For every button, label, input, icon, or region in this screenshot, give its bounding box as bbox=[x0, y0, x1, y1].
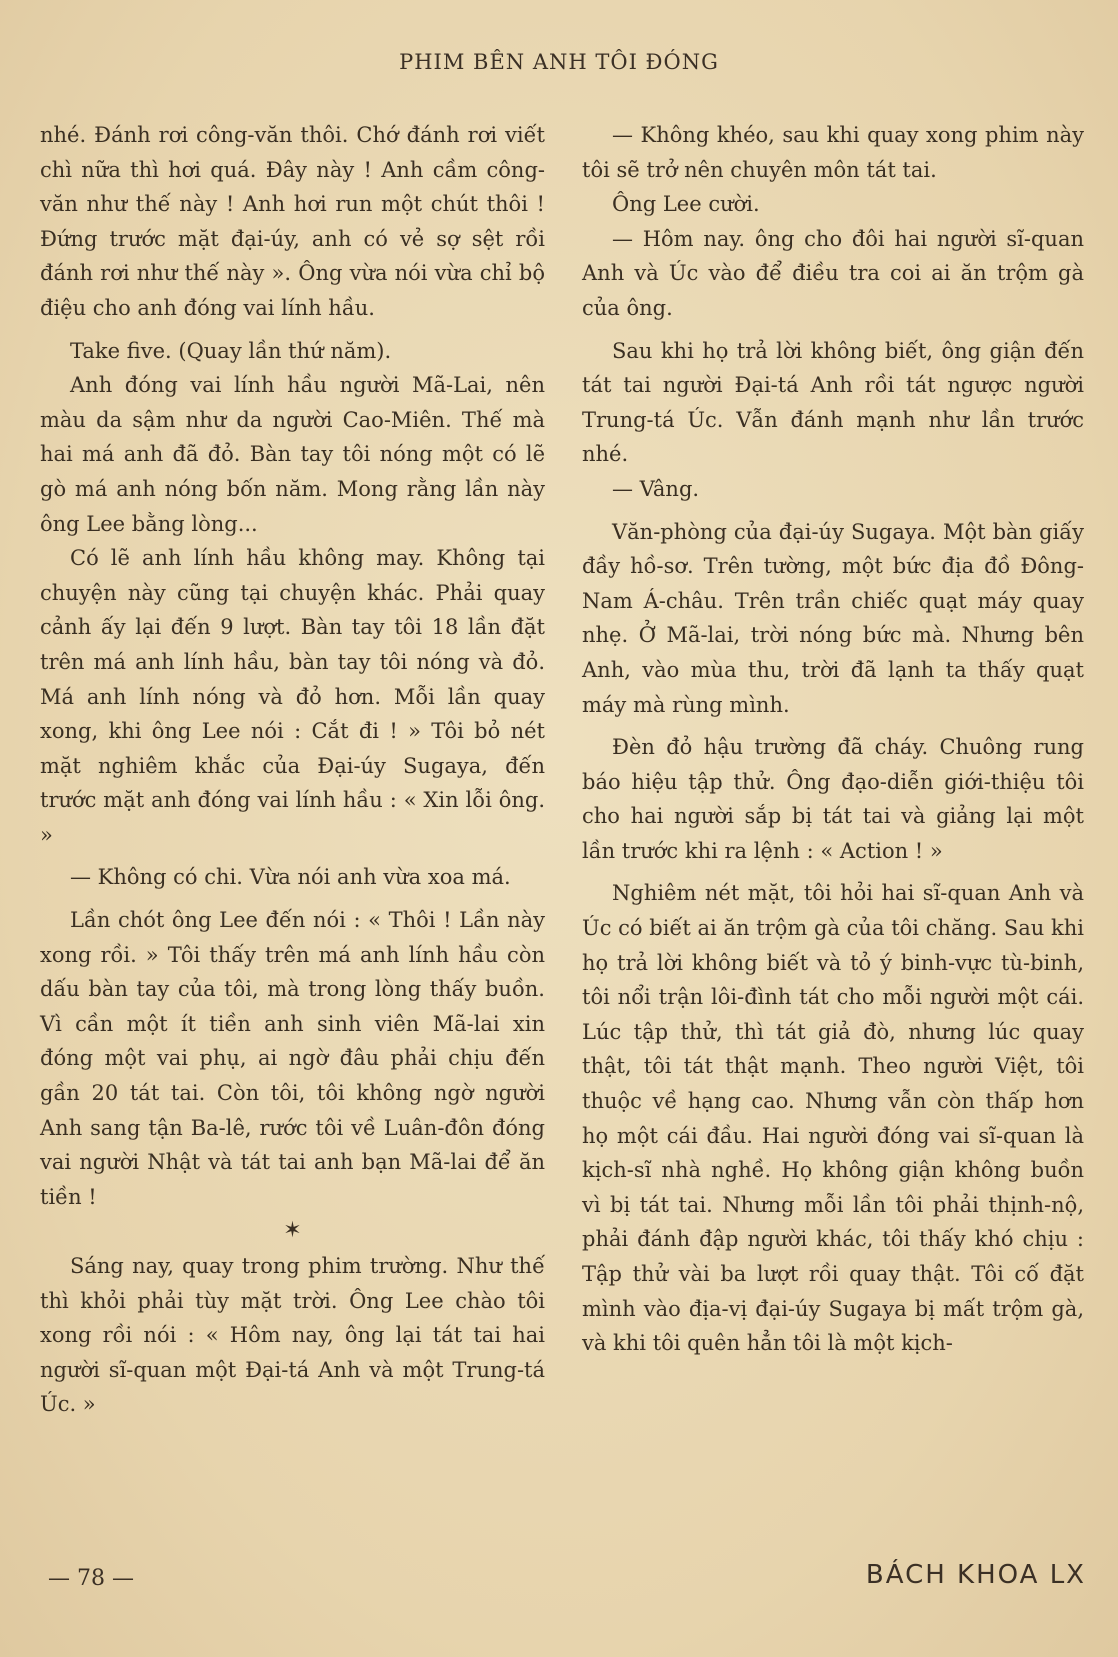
paragraph: — Không khéo, sau khi quay xong phim này tôi sẽ trở nên chuyên môn tát tai. bbox=[582, 123, 1084, 182]
paragraph: Ông Lee cười. bbox=[612, 192, 760, 217]
paragraph: — Hôm nay. ông cho đôi hai người sĩ-quan Anh và Úc vào để điều tra coi ai ăn trộm gà của ông. bbox=[582, 226, 1084, 320]
paragraph: Sáng nay, quay trong phim trường. Như thế thì khỏi phải tùy mặt trời. Ông Lee chào tôi xong rồi nói : « Hôm nay, ông lại tát tai hai người sĩ-quan một Đại-tá Anh và một Trung-tá Úc. » bbox=[40, 1254, 545, 1417]
right-column bbox=[582, 118, 1084, 1361]
paragraph: Anh đóng vai lính hầu người Mã-Lai, nên màu da sậm như da người Cao-Miên. Thế mà hai má anh đã đỏ. Bàn tay tôi nóng một có lẽ gò má anh nóng bốn năm. Mong rằng lần này ông Lee bằng lòng... bbox=[40, 373, 545, 536]
paragraph: Đèn đỏ hậu trường đã cháy. Chuông rung báo hiệu tập thử. Ông đạo-diễn giới-thiệu tôi cho hai người sắp bị tát tai và giảng lại một lần trước khi ra lệnh : « Action ! » bbox=[582, 735, 1084, 863]
paragraph: nhé. Đánh rơi công-văn thôi. Chớ đánh rơi viết chì nữa thì hơi quá. Đây này ! Anh cầm công-văn như thế này ! Anh hơi run một chút thôi ! Đứng trước mặt đại-úy, anh có vẻ sợ sệt rồi đánh rơi như thế này ». Ông vừa nói vừa chỉ bộ điệu cho anh đóng vai lính hầu. bbox=[40, 123, 545, 320]
paragraph: — Không có chi. Vừa nói anh vừa xoa má. bbox=[70, 865, 511, 890]
paragraph: Nghiêm nét mặt, tôi hỏi hai sĩ-quan Anh và Úc có biết ai ăn trộm gà của tôi chăng. Sau khi họ trả lời không biết và tỏ ý binh-vực tù-binh, tôi nổi trận lôi-đình tát cho mỗi người một cái. Lúc tập thử, thì tát giả đò, nhưng lúc quay thật, tôi tát thật mạnh. Theo người Việt, tôi thuộc về hạng cao. Nhưng vẫn còn thấp hơn họ một cái đầu. Hai người đóng vai sĩ-quan là kịch-sĩ nhà nghề. Họ không giận không buồn vì bị tát tai. Nhưng mỗi lần tôi phải thịnh-nộ, phải đánh đập người khác, tôi thấy khó chịu : Tập thử vài ba lượt rồi quay thật. Tôi cố đặt mình vào địa-vị đại-úy Sugaya bị mất trộm gà, và khi tôi quên hẳn tôi là một kịch- bbox=[582, 881, 1084, 1356]
paragraph: Take five. (Quay lần thứ năm). bbox=[70, 338, 392, 363]
left-column bbox=[40, 118, 545, 1422]
paragraph: Có lẽ anh lính hầu không may. Không tại chuyện này cũng tại chuyện khác. Phải quay cảnh ấy lại đến 9 lượt. Bàn tay tôi 18 lần đặt trên má anh lính hầu, bàn tay tôi nóng và đỏ. Má anh lính nóng và đỏ hơn. Mỗi lần quay xong, khi ông Lee nói : Cắt đi ! » Tôi bỏ nét mặt nghiêm khắc của Đại-úy Sugaya, đến trước mặt anh đóng vai lính hầu : « Xin lỗi ông. » bbox=[40, 546, 545, 847]
paragraph: Lần chót ông Lee đến nói : « Thôi ! Lần này xong rồi. » Tôi thấy trên má anh lính hầu còn dấu bàn tay của tôi, mà trong lòng thấy buồn. Vì cần một ít tiền anh sinh viên Mã-lai xin đóng một vai phụ, ai ngờ đâu phải chịu đến gần 20 tát tai. Còn tôi, tôi không ngờ người Anh sang tận Ba-lê, rước tôi về Luân-đôn đóng vai người Nhật và tát tai anh bạn Mã-lai để ăn tiền ! bbox=[40, 908, 545, 1209]
paragraph: Sau khi họ trả lời không biết, ông giận đến tát tai người Đại-tá Anh rồi tát ngược người Trung-tá Úc. Vẫn đánh mạnh như lần trước nhé. bbox=[582, 338, 1084, 467]
running-head: PHIM BÊN ANH TÔI ĐÓNG bbox=[399, 50, 719, 74]
page-number: — 78 — bbox=[48, 1566, 134, 1591]
paragraph: Văn-phòng của đại-úy Sugaya. Một bàn giấy đầy hồ-sơ. Trên tường, một bức địa đồ Đông-Nam Á-châu. Trên trần chiếc quạt máy quay nhẹ. Ở Mã-lai, trời nóng bức mà. Nhưng bên Anh, vào mùa thu, trời đã lạnh ta thấy quạt máy mà rùng mình. bbox=[582, 519, 1084, 717]
section-separator: ✶ bbox=[283, 1218, 302, 1244]
magazine-title: BÁCH KHOA LX bbox=[865, 1560, 1086, 1590]
paragraph: — Vâng. bbox=[612, 476, 700, 501]
